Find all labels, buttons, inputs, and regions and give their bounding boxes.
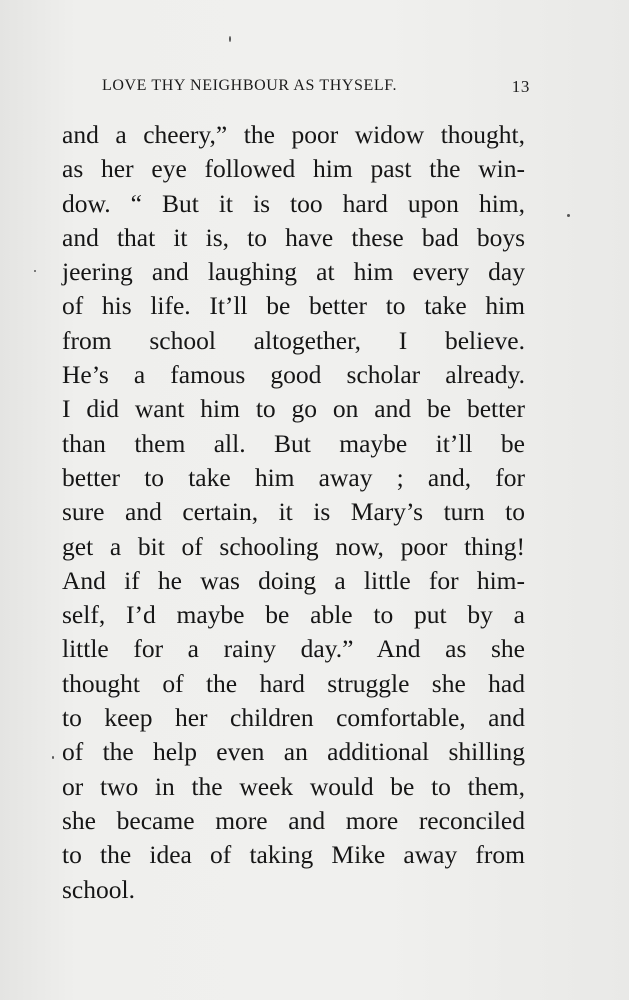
text-line: I did want him to go on and be better: [62, 394, 525, 424]
text-line: of the help even an additional shilling: [62, 737, 525, 767]
paper-speck: [229, 36, 231, 42]
text-line: she became more and more reconciled: [62, 805, 525, 835]
text-line: self, I’d maybe be able to put by a: [62, 600, 525, 630]
text-line: better to take him away ; and, for: [62, 462, 525, 492]
text-line: to the idea of taking Mike away from: [62, 840, 525, 870]
text-line: and that it is, to have these bad boys: [62, 222, 525, 252]
text-line: as her eye followed him past the win-: [62, 154, 525, 184]
paper-speck: [567, 214, 570, 217]
text-line: And if he was doing a little for him-: [62, 565, 525, 595]
text-line: to keep her children comfortable, and: [62, 703, 525, 733]
text-line: or two in the week would be to them,: [62, 771, 525, 801]
text-line: and a cheery,” the poor widow thought,: [62, 120, 525, 149]
text-line: thought of the hard struggle she had: [62, 668, 525, 698]
text-line: than them all. But maybe it’ll be: [62, 428, 525, 458]
running-head: [102, 77, 530, 99]
text-line: dow. “ But it is too hard upon him,: [62, 188, 525, 218]
page-number: 13: [511, 77, 530, 96]
text-line: sure and certain, it is Mary’s turn to: [62, 497, 525, 527]
text-line: little for a rainy day.” And as she: [62, 634, 525, 664]
running-head-title: LOVE THY NEIGHBOUR AS THYSELF.: [102, 77, 398, 94]
paper-speck: [34, 270, 36, 272]
text-line: jeering and laughing at him every day: [62, 257, 525, 287]
text-line: school.: [62, 874, 135, 904]
text-line: get a bit of schooling now, poor thing!: [62, 531, 525, 561]
text-line: He’s a famous good scholar already.: [62, 360, 525, 390]
paper-speck: [52, 756, 54, 759]
text-line: of his life. It’ll be better to take him: [62, 291, 525, 321]
body-text: [62, 118, 525, 907]
text-line: from school altogether, I believe.: [62, 325, 525, 355]
